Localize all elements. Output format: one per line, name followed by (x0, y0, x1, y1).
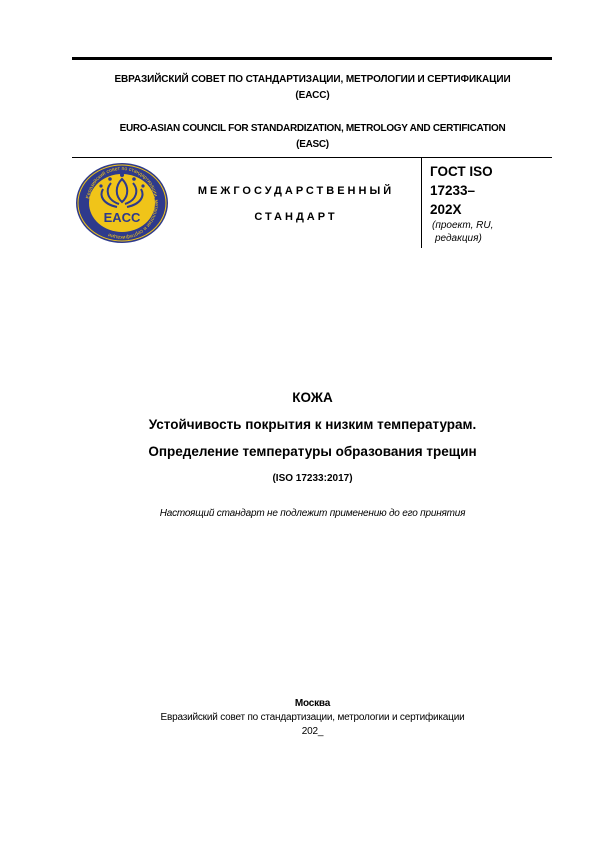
imprint-publisher: Евразийский совет по стандартизации, метрологии и сертификации (160, 712, 465, 723)
logo-dot (120, 173, 124, 177)
imprint-city: Москва (294, 698, 331, 709)
standard-type-line2: СТАНДАРТ (254, 211, 338, 223)
top-rule (72, 57, 552, 60)
logo-ring-text: Евразийский совет по стандартизации, метрологии и сертификации (85, 165, 160, 241)
title-line1: КОЖА (292, 390, 333, 405)
standard-type-line1: МЕЖГОСУДАРСТВЕННЫЙ (197, 185, 395, 197)
org-name-ru-line1: ЕВРАЗИЙСКИЙ СОВЕТ ПО СТАНДАРТИЗАЦИИ, МЕТРОЛОГИИ И СЕРТИФИКАЦИИ (114, 74, 511, 85)
iso-reference: (ISO 17233:2017) (272, 473, 353, 484)
logo-dot (141, 184, 144, 187)
standard-designation (430, 162, 550, 219)
document-title (60, 386, 565, 464)
logo-dot (132, 177, 136, 181)
title-line3: Определение температуры образования трещин (148, 444, 477, 459)
designation-line2: 17233– (430, 183, 476, 198)
logo-dot (99, 184, 102, 187)
designation-line1: ГОСТ ISO (430, 164, 493, 179)
imprint-year: 202_ (301, 726, 324, 737)
easc-logo (75, 162, 169, 244)
standard-type (176, 178, 416, 230)
logo-dot (108, 177, 112, 181)
title-line2: Устойчивость покрытия к низким температурам. (148, 417, 477, 432)
designation-line3: 202X (430, 202, 462, 217)
draft-note-line2: редакция) (435, 233, 482, 244)
vertical-separator (421, 158, 422, 248)
draft-note (432, 219, 552, 245)
org-name-en (60, 121, 565, 153)
org-abbr-en: (EASC) (296, 139, 329, 150)
imprint (60, 697, 565, 739)
draft-note-line1: (проект, RU, (432, 220, 494, 231)
logo-center-text: EACC (103, 210, 141, 225)
org-abbr-ru: (ЕАСС) (295, 90, 330, 101)
applicability-notice: Настоящий стандарт не подлежит применению до его принятия (159, 508, 466, 519)
header-rule (72, 157, 552, 158)
org-name-ru (60, 72, 565, 104)
org-name-en-line1: EURO-ASIAN COUNCIL FOR STANDARDIZATION, METROLOGY AND CERTIFICATION (119, 123, 506, 134)
